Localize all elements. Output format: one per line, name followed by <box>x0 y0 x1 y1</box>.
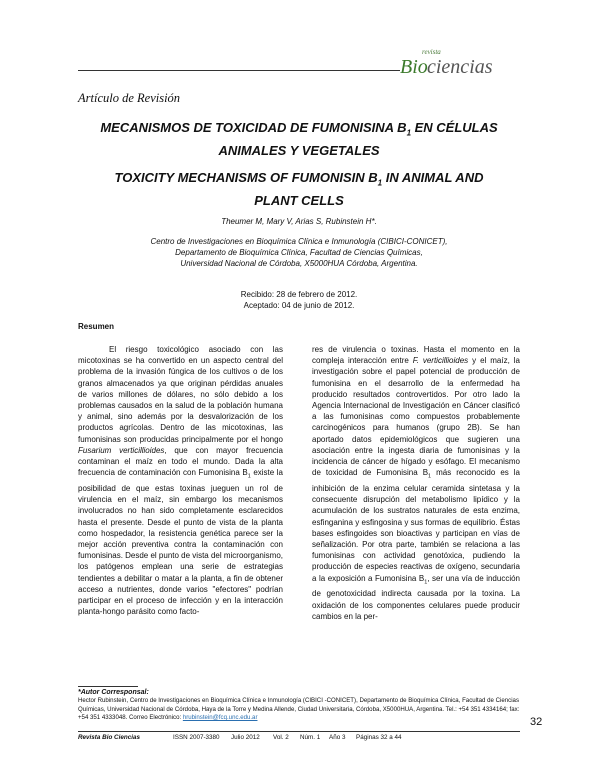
title-english: TOXICITY MECHANISMS OF FUMONISIN $B_1$ IN ANIMAL AND PLANT CELLS <box>114 170 484 208</box>
footnote-body: Hector Rubinstein, Centro de Investigaciones en Bioquímica Clínica e Inmunología (CIBICI -CONICET), Departamento de Bioquímica Clínica, Facultad de Ciencias Químicas, Universidad Nacional de Córdoba, Haya de la Torre y Medina Allende, Ciudad Universitaria, Córdoba, X5000HUA, Argentina. Tel.: +54 351 4334164; fax: +54 351 4333048. Correo Electrónico: hrubinstein@fcq.unc.edu.ar <box>78 697 520 722</box>
logo-ciencias-text: ciencias <box>427 56 493 78</box>
authors: Theumer M, Mary V, Arias S, Rubinstein H*. <box>221 217 377 226</box>
footer-date: Julio 2012 <box>231 734 260 741</box>
logo-revista-text: revista <box>422 48 441 56</box>
article-type: Artículo de Revisión <box>78 91 181 105</box>
logo-bio-text: Bio <box>400 56 428 78</box>
species-name: Fusarium verticillioides <box>78 445 165 455</box>
affiliation: Centro de Investigaciones en Bioquímica Clínica e Inmunología (CIBICI-CONICET), Departamento de Bioquímica Clínica, Facultad de Ciencias Químicas, Universidad Nacional de Córdoba, X5000HUA Córdoba, Argentina. <box>150 237 448 268</box>
footnote-heading: *Autor Corresponsal: <box>78 689 149 696</box>
journal-logo <box>400 48 520 84</box>
section-heading: Resumen <box>78 322 115 331</box>
footer-bar <box>78 734 520 741</box>
footer-issn: ISSN 2007-3380 <box>173 734 220 741</box>
footnote-rule <box>78 686 138 687</box>
footer-year: Año 3 <box>329 734 346 741</box>
abstract-column-right: res de virulencia o toxinas. Hasta el momento en la compleja interacción entre F. verticillioides y el maíz, la investigación sobre el papel potencial de producción de fumonisina en el desarrollo de la enfermedad ha producido resultados controvertidos. Por otro lado la Agencia Internacional de Investigación en Cáncer clasificó a las fumonisinas como compuestos probablemente carcinogénicos para humanos (grupo 2B). Se han aportado datos epidemiológicos que sugieren una asociación entre la ingesta diaria de fumonisinas y la incidencia de cáncer de hígado y esófago. El mecanismo de toxicidad de Fumonisina $B_1$ más reconocido es la inhibición de la enzima celular ceramida sintetasa y la consecuente disrupción del metabolismo lipídico y la acumulación de los sustratos naturales de esta enzima, esfinganina y esfingosina y sus formas de equilibrio. Éstas bases esfingoides son bioactivas y participan en vías de señalización. Por otra parte, también se relaciona a las fumonisinas con actividad genotóxica, pudiendo la producción de especies reactivas de oxígeno, secundaria a la exposición a Fumonisina $B_1$, ser una vía de inducción de genotoxicidad indirecta causada por la toxina. La oxidación de los componentes celulares puede producir cambios en la per- <box>312 345 521 621</box>
footer-rule <box>78 731 520 732</box>
page-number: 32 <box>530 716 543 728</box>
footer-num: Núm. 1 <box>300 734 321 741</box>
email-link[interactable]: hrubinstein@fcq.unc.edu.ar <box>182 714 258 722</box>
footer-pages: Páginas 32 a 44 <box>356 734 402 741</box>
title-spanish: MECANISMOS DE TOXICIDAD DE FUMONISINA $B_1$ EN CÉLULAS ANIMALES Y VEGETALES <box>100 120 498 158</box>
footer-vol: Vol. 2 <box>273 734 289 741</box>
accepted-date: Aceptado: 04 de junio de 2012. <box>243 301 355 310</box>
abstract-column-left: El riesgo toxicológico asociado con las micotoxinas se ha convertido en un aspecto central del problema de la invasión fúngica de los cultivos o de los granos almacenados ya que originan pérdidas anuales de varios millones de dólares, no sólo debido a los problemas causados en la salud de la población humana y animal, sino además por la desvalorización de los productos agrícolas. Dentro de las micotoxinas, las fumonisinas son producidas principalmente por el hongo Fusarium verticillioides, que con mayor frecuencia contaminan el maíz en todo el mundo. Dada la alta frecuencia de contaminación con Fumonisina $B_1$ existe la posibilidad de que estas toxinas jueguen un rol de virulencia en el maíz, sin embargo los mecanismos involucrados no han sido completamente esclarecidos hasta el presente. Desde el punto de vista de la planta como hospedador, la resistencia genética parece ser la mejor acción preventiva contra la contaminación con fumonisinas. Desde el punto de vista del microorganismo, los patógenos emplean una serie de estrategias tendientes a debilitar o matar a la planta, a fin de obtener acceso a nutrientes, donde varios "efectores" podrían participar en el proceso de infección y en la interacción planta-hongo parásito como facto- <box>78 345 283 617</box>
received-date: Recibido: 28 de febrero de 2012. <box>240 290 358 299</box>
footer-journal: Revista Bio Ciencias <box>78 734 140 741</box>
dates <box>78 289 520 311</box>
header-rule <box>78 70 400 71</box>
species-name: F. verticillioides <box>412 356 469 366</box>
